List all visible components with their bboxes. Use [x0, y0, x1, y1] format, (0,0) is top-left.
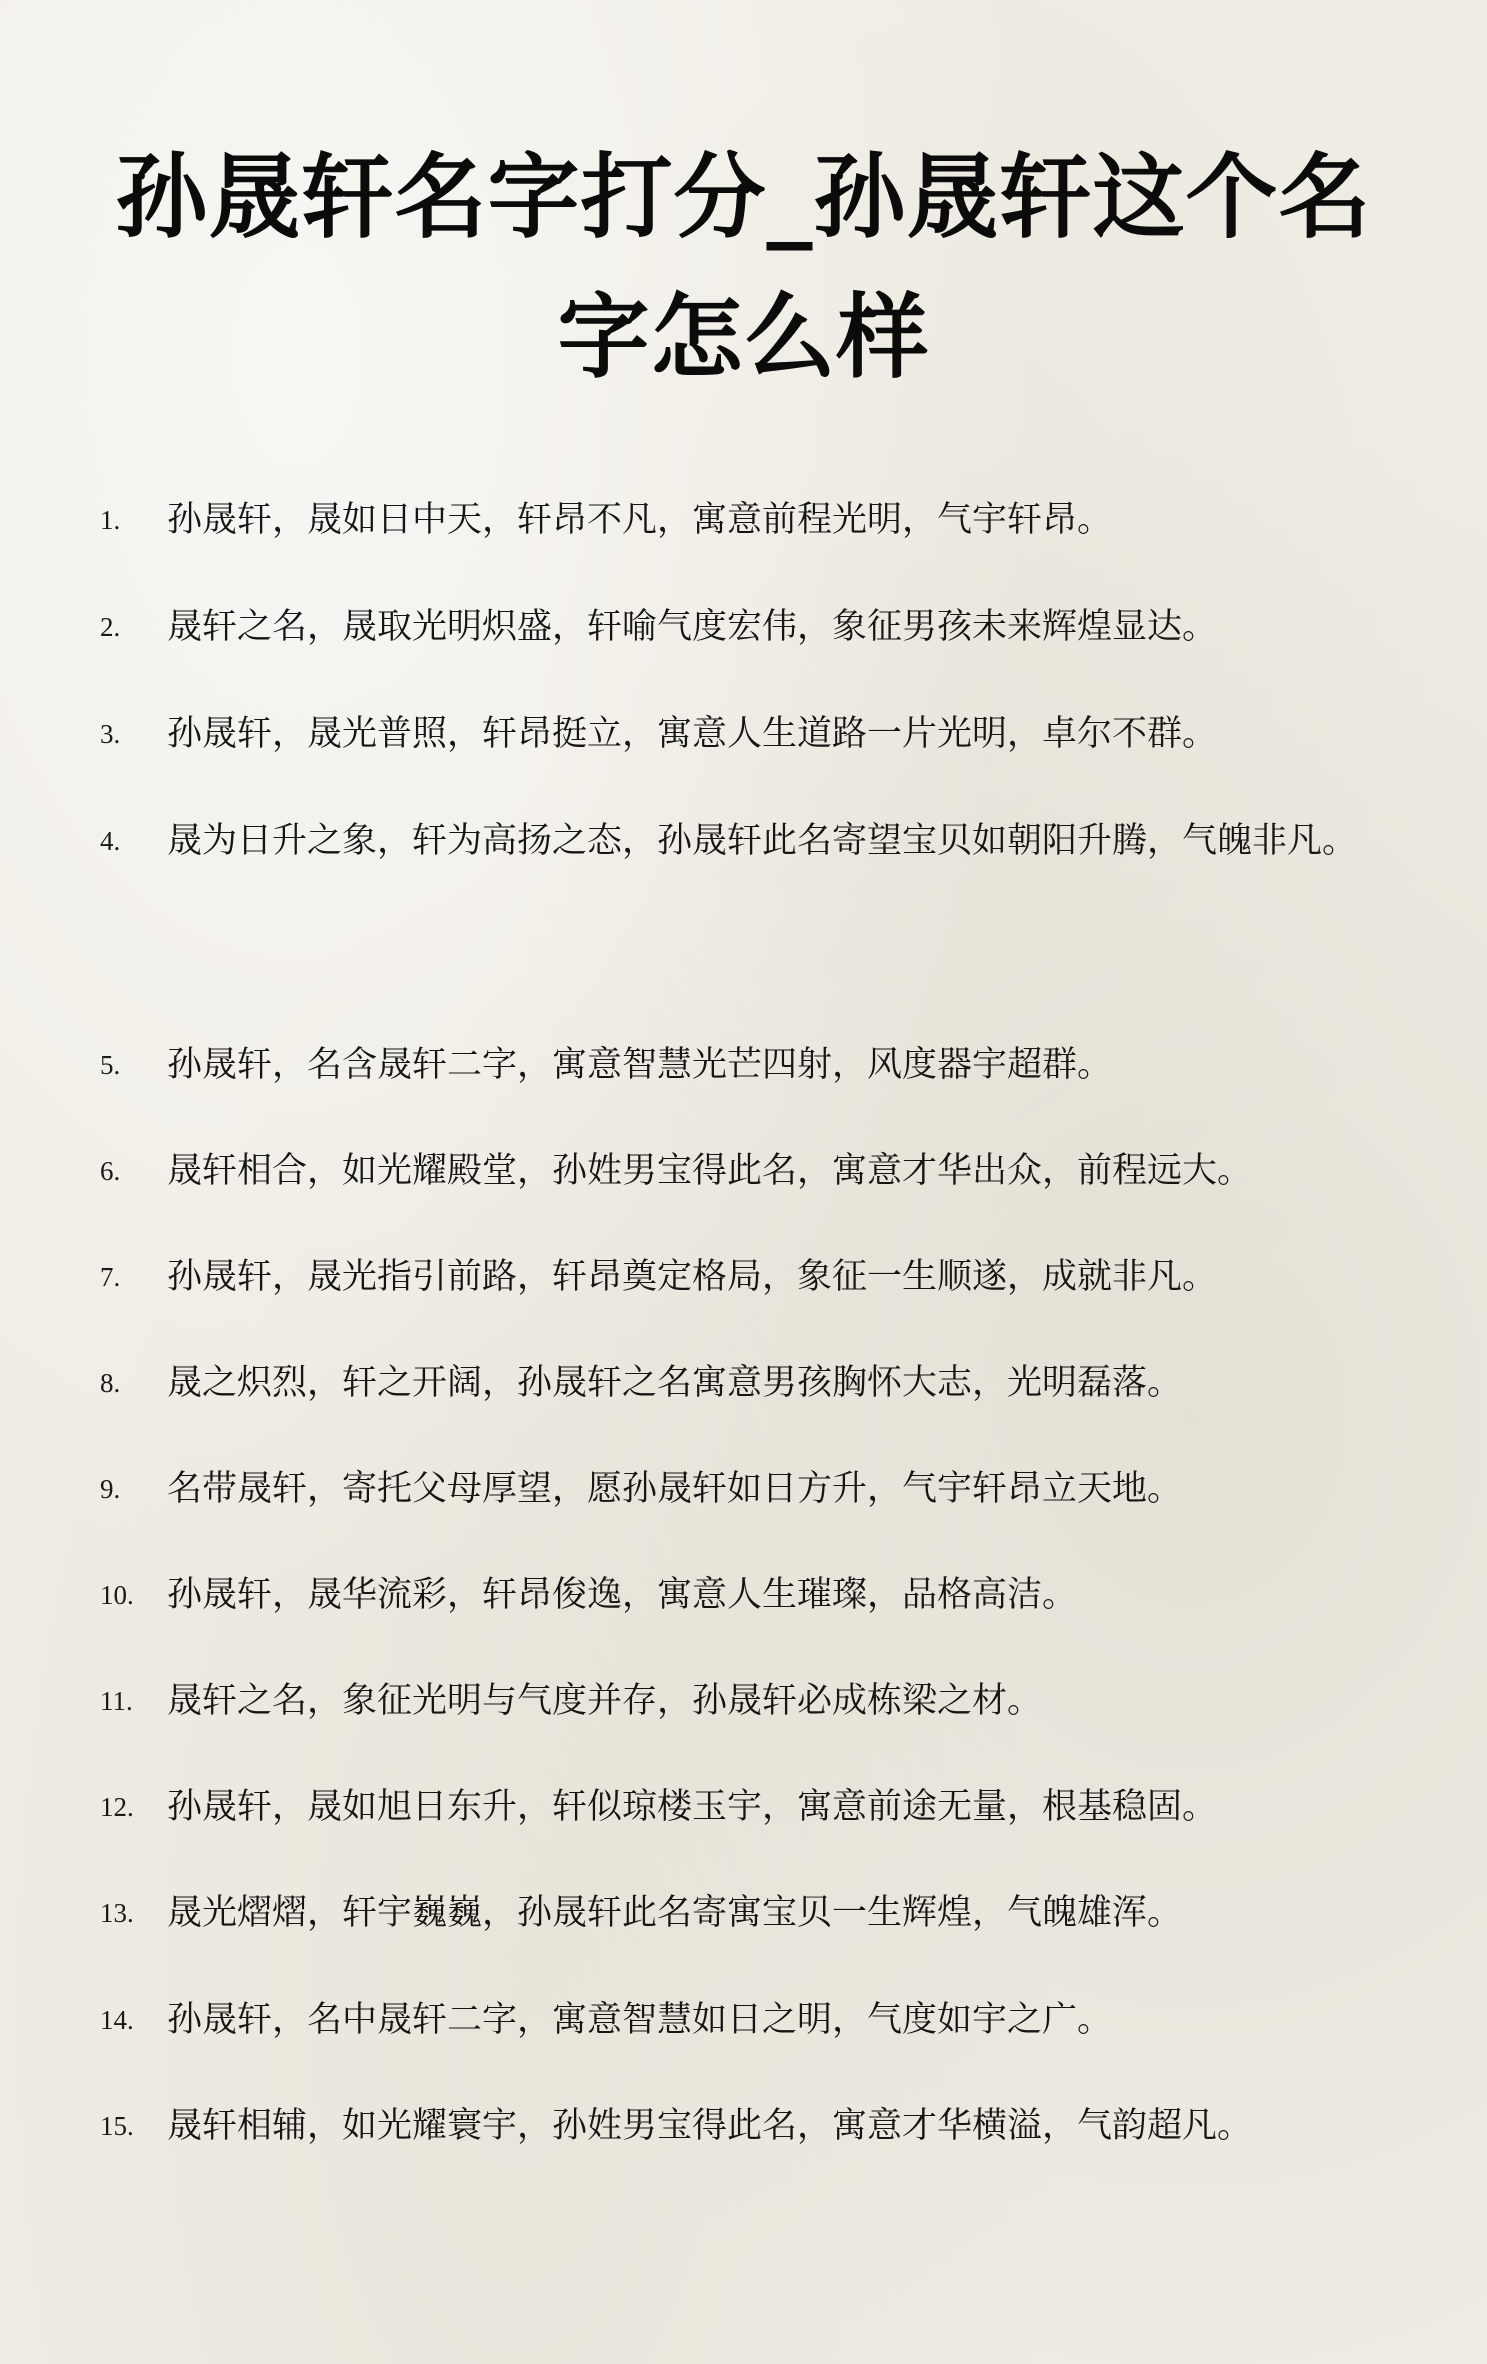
- list-item-number: 10.: [100, 1580, 134, 1610]
- list-item-text: 孙晟轩，名中晟轩二字，寓意智慧如日之明，气度如宇之广。: [167, 2000, 1113, 2040]
- list-item-text: 孙晟轩，晟如日中天，轩昂不凡，寓意前程光明，气宇轩昂。: [167, 500, 1113, 540]
- list-item-text: 孙晟轩，名含晟轩二字，寓意智慧光芒四射，风度器宇超群。: [167, 1045, 1113, 1085]
- list-item-number: 15.: [100, 2111, 134, 2141]
- list-item: [0, 1777, 1487, 1837]
- list-item: [0, 1990, 1487, 2050]
- list-item-text: 晟光熠熠，轩宇巍巍，孙晟轩此名寄寓宝贝一生辉煌，气魄雄浑。: [167, 1893, 1183, 1933]
- list-item-number: 12.: [100, 1792, 134, 1822]
- list-item-text: 晟轩相辅，如光耀寰宇，孙姓男宝得此名，寓意才华横溢，气韵超凡。: [167, 2106, 1253, 2146]
- list-item: [0, 1565, 1487, 1625]
- list-item-number: 3.: [100, 719, 121, 749]
- list-item-number: 1.: [100, 505, 121, 535]
- list-item: [0, 1141, 1487, 1201]
- list-item-text: 孙晟轩，晟华流彩，轩昂俊逸，寓意人生璀璨，品格高洁。: [167, 1575, 1078, 1615]
- list-item-number: 7.: [100, 1262, 121, 1292]
- list-item-text: 晟为日升之象，轩为高扬之态，孙晟轩此名寄望宝贝如朝阳升腾，气魄非凡。: [167, 821, 1358, 861]
- list-item-number: 9.: [100, 1474, 121, 1504]
- list-item-text: 名带晟轩，寄托父母厚望，愿孙晟轩如日方升，气宇轩昂立天地。: [167, 1469, 1183, 1509]
- list-item-number: 13.: [100, 1898, 134, 1928]
- list-item: [0, 1459, 1487, 1519]
- list-item-text: 孙晟轩，晟如旭日东升，轩似琼楼玉宇，寓意前途无量，根基稳固。: [167, 1787, 1218, 1827]
- list-item: [0, 1671, 1487, 1731]
- page-title: 孙晟轩名字打分_孙晟轩这个名字怎么样: [115, 144, 1372, 391]
- list-item-text: 晟之炽烈，轩之开阔，孙晟轩之名寓意男孩胸怀大志，光明磊落。: [167, 1363, 1183, 1403]
- list-item-number: 5.: [100, 1050, 121, 1080]
- list-item-number: 8.: [100, 1368, 121, 1398]
- list-item: [0, 811, 1487, 871]
- list-item-text: 孙晟轩，晟光指引前路，轩昂奠定格局，象征一生顺遂，成就非凡。: [167, 1257, 1218, 1297]
- list-item-number: 14.: [100, 2005, 134, 2035]
- list-item-text: 孙晟轩，晟光普照，轩昂挺立，寓意人生道路一片光明，卓尔不群。: [167, 714, 1218, 754]
- list-item: [0, 2096, 1487, 2156]
- list-item: [0, 490, 1487, 550]
- list-item: [0, 597, 1487, 657]
- list-item: [0, 1883, 1487, 1943]
- list-item-number: 11.: [100, 1686, 133, 1716]
- list-item-text: 晟轩之名，象征光明与气度并存，孙晟轩必成栋梁之材。: [167, 1681, 1043, 1721]
- list-item-text: 晟轩相合，如光耀殿堂，孙姓男宝得此名，寓意才华出众，前程远大。: [167, 1151, 1253, 1191]
- list-item: [0, 1353, 1487, 1413]
- list-item-number: 2.: [100, 612, 121, 642]
- list-item-number: 4.: [100, 826, 121, 856]
- list-item-number: 6.: [100, 1156, 121, 1186]
- list-item: [0, 1035, 1487, 1095]
- list-item: [0, 704, 1487, 764]
- list-item: [0, 1247, 1487, 1307]
- list-item-text: 晟轩之名，晟取光明炽盛，轩喻气度宏伟，象征男孩未来辉煌显达。: [167, 607, 1218, 647]
